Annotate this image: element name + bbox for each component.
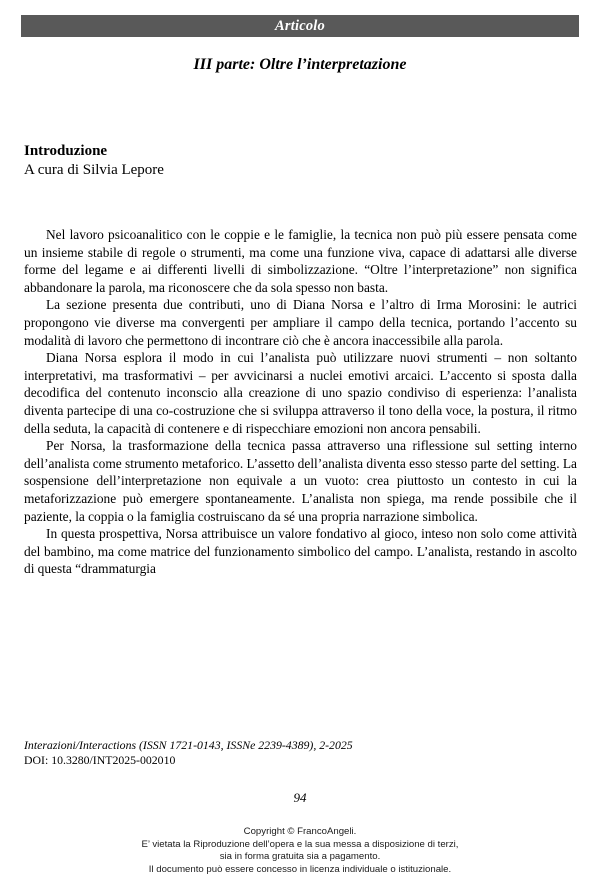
section-heading-block	[24, 142, 576, 180]
body-paragraph: In questa prospettiva, Norsa attribuisce un valore fondativo al gioco, inteso non solo come attività del bambino, ma come matrice del funzionamento simbolico del campo. L’analista, restando in ascolto di questa “drammaturgia	[24, 526, 577, 577]
body-paragraph: La sezione presenta due contributi, uno di Diana Norsa e l’altro di Irma Morosini: le autrici propongono vie diverse ma convergenti per ampliare il campo della tecnica, portando l’accento su modalità di lavoro che permettono di incontrare ciò che è ancora inaccessibile alla parola.	[24, 297, 577, 348]
body-paragraph: Per Norsa, la trasformazione della tecnica passa attraverso una riflessione sul setting interno dell’analista come strumento metaforico. L’assetto dell’analista diventa esso stesso parte del setting. La sospensione dell’interpretazione non equivale a un vuoto: crea piuttosto un contesto in cui la metaforizzazione può emergere spontaneamente. L’analista non spiega, ma rende possibile che il paziente, la coppia o la famiglia costruiscano da sé una propria narrazione simbolica.	[24, 438, 577, 524]
body-paragraph: Diana Norsa esplora il modo in cui l’analista può utilizzare nuovi strumenti – non soltanto interpretativi, ma trasformativi – per avvicinarsi a nuclei emotivi arcaici. L’accento si sposta dalla decodifica del contenuto inconscio alla creazione di uno spazio condiviso di esperienza: l’analista diventa partecipe di una co-costruzione che si sviluppa attraverso il tono della voce, la postura, il ritmo della seduta, la capacità di contenere e di rispecchiare emozioni non ancora pensabili.	[24, 350, 577, 436]
doi-text: DOI: 10.3280/INT2025-002010	[24, 753, 176, 767]
page-title: III parte: Oltre l’interpretazione	[193, 56, 407, 73]
copyright-line: sia in forma gratuita sia a pagamento.	[219, 851, 381, 862]
journal-citation: Interazioni/Interactions (ISSN 1721-0143, ISSNe 2239-4389), 2-2025	[24, 738, 353, 752]
copyright-footer	[0, 826, 600, 876]
body-paragraph: Nel lavoro psicoanalitico con le coppie e le famiglie, la tecnica non può più essere pensata come un insieme stabile di regole o strumenti, ma come una funzione viva, capace di adattarsi alle diverse forme del legame e ai differenti livelli di simbolizzazione. “Oltre l’interpretazione” non significa abbandonare la parola, ma riconoscere che da sola spesso non basta.	[24, 227, 577, 295]
page-number: 94	[293, 790, 307, 805]
banner-label: Articolo	[275, 17, 325, 34]
copyright-line: E’ vietata la Riproduzione dell’opera e la sua messa a disposizione di terzi,	[141, 838, 459, 850]
copyright-line: Il documento può essere concesso in licenza individuale o istituzionale.	[148, 863, 452, 875]
journal-citation-block	[24, 738, 577, 768]
section-byline: A cura di Silvia Lepore	[24, 162, 164, 178]
article-body	[24, 226, 577, 578]
section-title: Introduzione	[24, 143, 108, 159]
copyright-line: Copyright © FrancoAngeli.	[243, 826, 357, 837]
article-banner	[21, 15, 579, 37]
